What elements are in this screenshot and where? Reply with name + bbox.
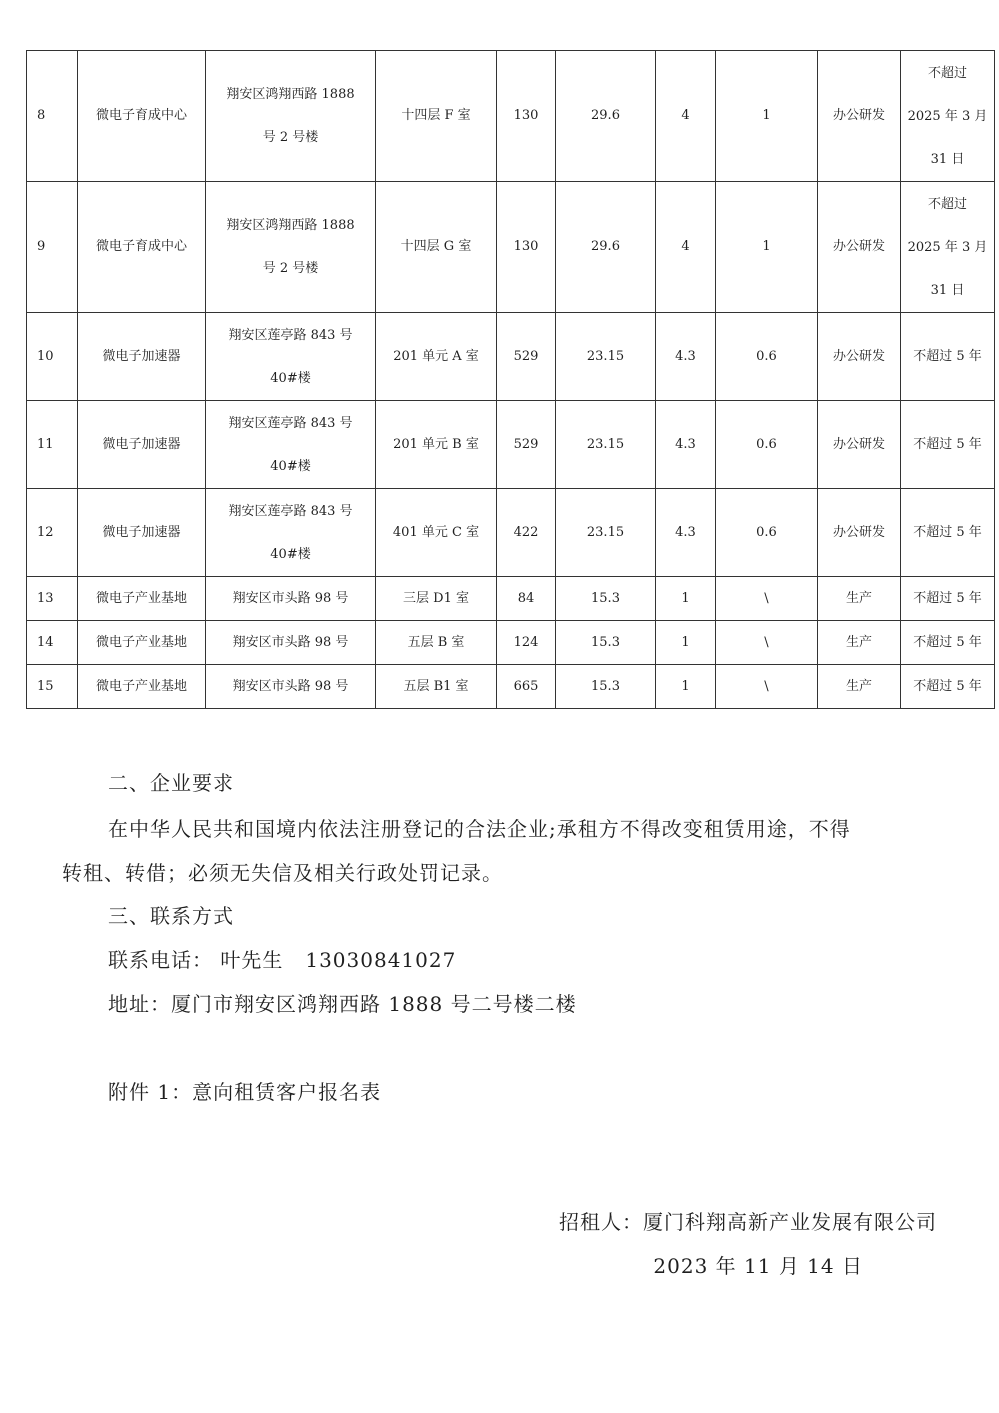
property-address: 翔安区莲亭路 843 号 40#楼 <box>206 313 376 401</box>
usage-type: 办公研发 <box>818 401 901 489</box>
room-number: 401 单元 C 室 <box>376 489 497 577</box>
row-number: 9 <box>27 182 78 313</box>
column-7-value: 1 <box>656 621 716 665</box>
row-number: 15 <box>27 665 78 709</box>
table-row <box>27 313 995 401</box>
rent-value: 29.6 <box>556 51 656 182</box>
usage-type: 生产 <box>818 621 901 665</box>
lease-term: 不超过 5 年 <box>901 489 995 577</box>
row-number: 11 <box>27 401 78 489</box>
area-value: 130 <box>497 51 556 182</box>
column-8-value: 0.6 <box>716 401 818 489</box>
column-7-value: 4.3 <box>656 489 716 577</box>
contact-phone-number: 13030841027 <box>305 948 457 972</box>
column-8-value: 1 <box>716 182 818 313</box>
project-name: 微电子加速器 <box>78 489 206 577</box>
rent-value: 15.3 <box>556 665 656 709</box>
rent-value: 23.15 <box>556 313 656 401</box>
property-address: 翔安区莲亭路 843 号 40#楼 <box>206 489 376 577</box>
contact-phone <box>108 944 456 973</box>
room-number: 五层 B 室 <box>376 621 497 665</box>
lease-term: 不超过 2025 年 3 月 31 日 <box>901 51 995 182</box>
table-row <box>27 577 995 621</box>
usage-type: 生产 <box>818 577 901 621</box>
column-8-value: \ <box>716 621 818 665</box>
requirements-text-line-1: 在中华人民共和国境内依法注册登记的合法企业;承租方不得改变租赁用途，不得 <box>108 817 851 841</box>
area-value: 529 <box>497 313 556 401</box>
area-value: 130 <box>497 182 556 313</box>
column-8-value: \ <box>716 665 818 709</box>
column-7-value: 1 <box>656 577 716 621</box>
area-value: 124 <box>497 621 556 665</box>
rent-value: 23.15 <box>556 489 656 577</box>
lease-term: 不超过 5 年 <box>901 665 995 709</box>
area-value: 529 <box>497 401 556 489</box>
issue-date: 2023 年 11 月 14 日 <box>653 1254 863 1278</box>
property-table <box>26 50 995 709</box>
table-row <box>27 182 995 313</box>
property-address: 翔安区鸿翔西路 1888 号 2 号楼 <box>206 182 376 313</box>
row-number: 13 <box>27 577 78 621</box>
usage-type: 办公研发 <box>818 182 901 313</box>
room-number: 十四层 G 室 <box>376 182 497 313</box>
project-name: 微电子育成中心 <box>78 51 206 182</box>
project-name: 微电子产业基地 <box>78 665 206 709</box>
lease-term: 不超过 5 年 <box>901 577 995 621</box>
usage-type: 办公研发 <box>818 313 901 401</box>
rent-value: 23.15 <box>556 401 656 489</box>
requirements-text-line-2: 转租、转借；必须无失信及相关行政处罚记录。 <box>62 861 503 885</box>
row-number: 14 <box>27 621 78 665</box>
contact-phone-label: 联系电话： 叶先生 <box>108 948 284 972</box>
project-name: 微电子产业基地 <box>78 621 206 665</box>
property-address: 翔安区市头路 98 号 <box>206 577 376 621</box>
issuer-signature: 招租人：厦门科翔高新产业发展有限公司 <box>559 1210 937 1234</box>
area-value: 84 <box>497 577 556 621</box>
table-row <box>27 51 995 182</box>
lease-term: 不超过 5 年 <box>901 621 995 665</box>
area-value: 665 <box>497 665 556 709</box>
column-8-value: 1 <box>716 51 818 182</box>
column-7-value: 4.3 <box>656 313 716 401</box>
usage-type: 办公研发 <box>818 51 901 182</box>
table-row <box>27 401 995 489</box>
attachment-note: 附件 1：意向租赁客户报名表 <box>108 1080 382 1104</box>
room-number: 三层 D1 室 <box>376 577 497 621</box>
property-address: 翔安区市头路 98 号 <box>206 621 376 665</box>
project-name: 微电子加速器 <box>78 313 206 401</box>
project-name: 微电子加速器 <box>78 401 206 489</box>
table-row <box>27 621 995 665</box>
column-7-value: 1 <box>656 665 716 709</box>
usage-type: 办公研发 <box>818 489 901 577</box>
table-row <box>27 489 995 577</box>
contact-address: 地址：厦门市翔安区鸿翔西路 1888 号二号楼二楼 <box>108 992 577 1016</box>
property-address: 翔安区市头路 98 号 <box>206 665 376 709</box>
room-number: 201 单元 A 室 <box>376 313 497 401</box>
property-address: 翔安区鸿翔西路 1888 号 2 号楼 <box>206 51 376 182</box>
room-number: 201 单元 B 室 <box>376 401 497 489</box>
column-8-value: 0.6 <box>716 313 818 401</box>
column-8-value: \ <box>716 577 818 621</box>
row-number: 8 <box>27 51 78 182</box>
rent-value: 15.3 <box>556 577 656 621</box>
room-number: 五层 B1 室 <box>376 665 497 709</box>
property-address: 翔安区莲亭路 843 号 40#楼 <box>206 401 376 489</box>
room-number: 十四层 F 室 <box>376 51 497 182</box>
rent-value: 29.6 <box>556 182 656 313</box>
project-name: 微电子产业基地 <box>78 577 206 621</box>
section-heading-contact: 三、联系方式 <box>108 904 234 928</box>
column-7-value: 4 <box>656 182 716 313</box>
row-number: 10 <box>27 313 78 401</box>
column-7-value: 4.3 <box>656 401 716 489</box>
project-name: 微电子育成中心 <box>78 182 206 313</box>
lease-term: 不超过 5 年 <box>901 313 995 401</box>
lease-term: 不超过 2025 年 3 月 31 日 <box>901 182 995 313</box>
usage-type: 生产 <box>818 665 901 709</box>
section-heading-requirements: 二、企业要求 <box>108 771 234 795</box>
column-7-value: 4 <box>656 51 716 182</box>
area-value: 422 <box>497 489 556 577</box>
rent-value: 15.3 <box>556 621 656 665</box>
table-row <box>27 665 995 709</box>
column-8-value: 0.6 <box>716 489 818 577</box>
lease-term: 不超过 5 年 <box>901 401 995 489</box>
row-number: 12 <box>27 489 78 577</box>
